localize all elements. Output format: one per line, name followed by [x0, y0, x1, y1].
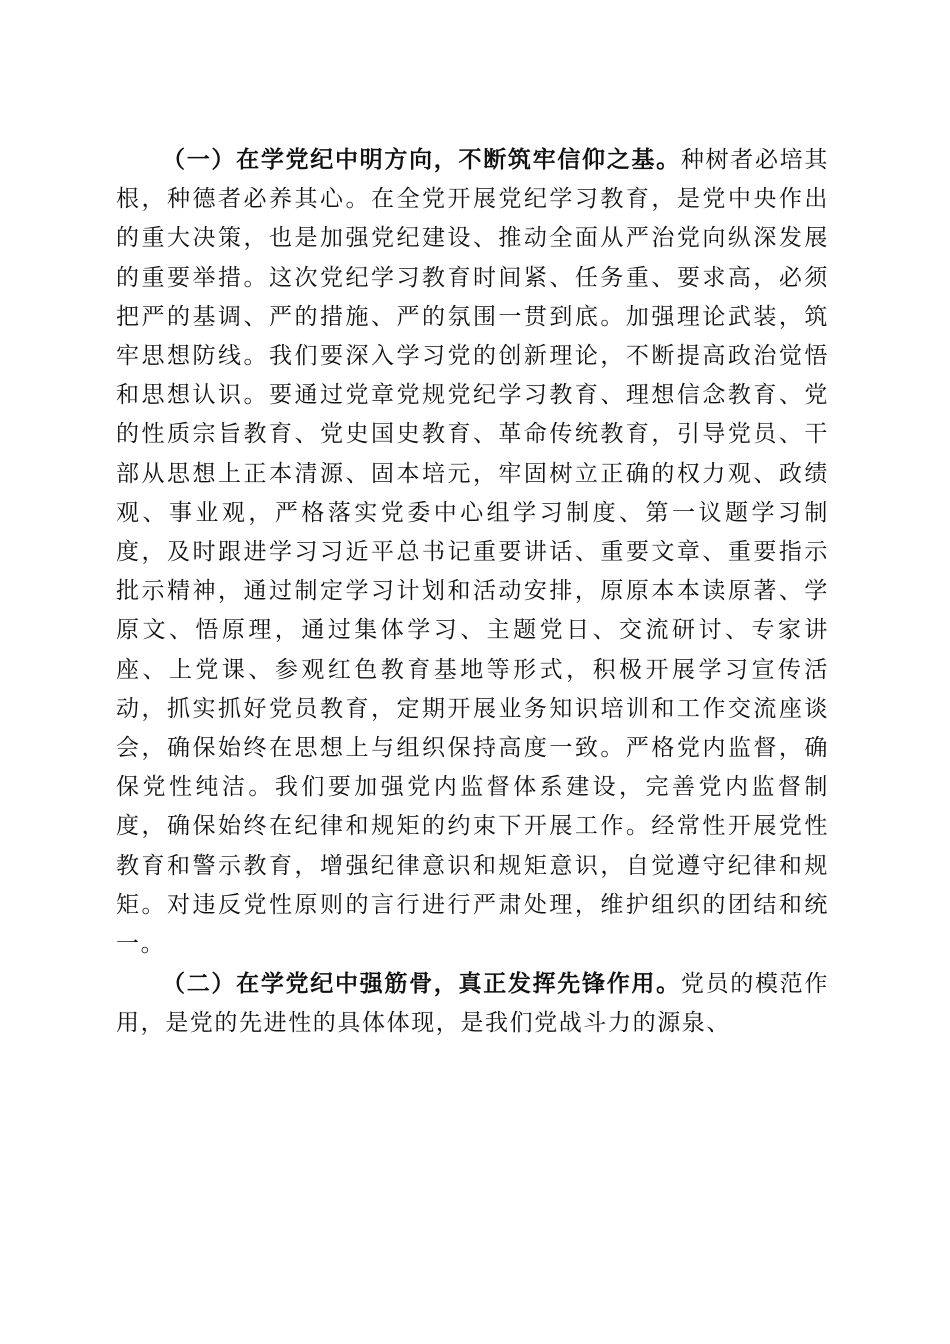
- document-body: [116, 140, 829, 1044]
- section-heading-2: （二）在学党纪中强筋骨，真正发挥先锋作用。: [162, 970, 681, 998]
- paragraph-1-text: 种树者必培其根，种德者必养其心。在全党开展党纪学习教育，是党中央作出的重大决策，也是加强党纪建设、推动全面从严治党向纵深发展的重要举措。这次党纪学习教育时间紧、任务重、要求高，必须把严的基调、严的措施、严的氛围一贯到底。加强理论武装，筑牢思想防线。我们要深入学习党的创新理论，不断提高政治觉悟和思想认识。要通过党章党规党纪学习教育、理想信念教育、党的性质宗旨教育、党史国史教育、革命传统教育，引导党员、干部从思想上正本清源、固本培元，牢固树立正确的权力观、政绩观、事业观，严格落实党委中心组学习制度、第一议题学习制度，及时跟进学习习近平总书记重要讲话、重要文章、重要指示批示精神，通过制定学习计划和活动安排，原原本本读原著、学原文、悟原理，通过集体学习、主题党日、交流研讨、专家讲座、上党课、参观红色教育基地等形式，积极开展学习宣传活动，抓实抓好党员教育，定期开展业务知识培训和工作交流座谈会，确保始终在思想上与组织保持高度一致。严格党内监督，确保党性纯洁。我们要加强党内监督体系建设，完善党内监督制度，确保始终在纪律和规矩的约束下开展工作。经常性开展党性教育和警示教育，增强纪律意识和规矩意识，自觉遵守纪律和规矩。对违反党性原则的言行进行严肃处理，维护组织的团结和统一。: [116, 147, 829, 958]
- paragraph-2-text: 党员的模范作用，是党的先进性的具体体现，是我们党战斗力的源泉、: [116, 971, 829, 1037]
- paragraph-1: [116, 140, 829, 964]
- section-heading-1: （一）在学党纪中明方向，不断筑牢信仰之基。: [162, 146, 681, 173]
- paragraph-2: [116, 964, 829, 1043]
